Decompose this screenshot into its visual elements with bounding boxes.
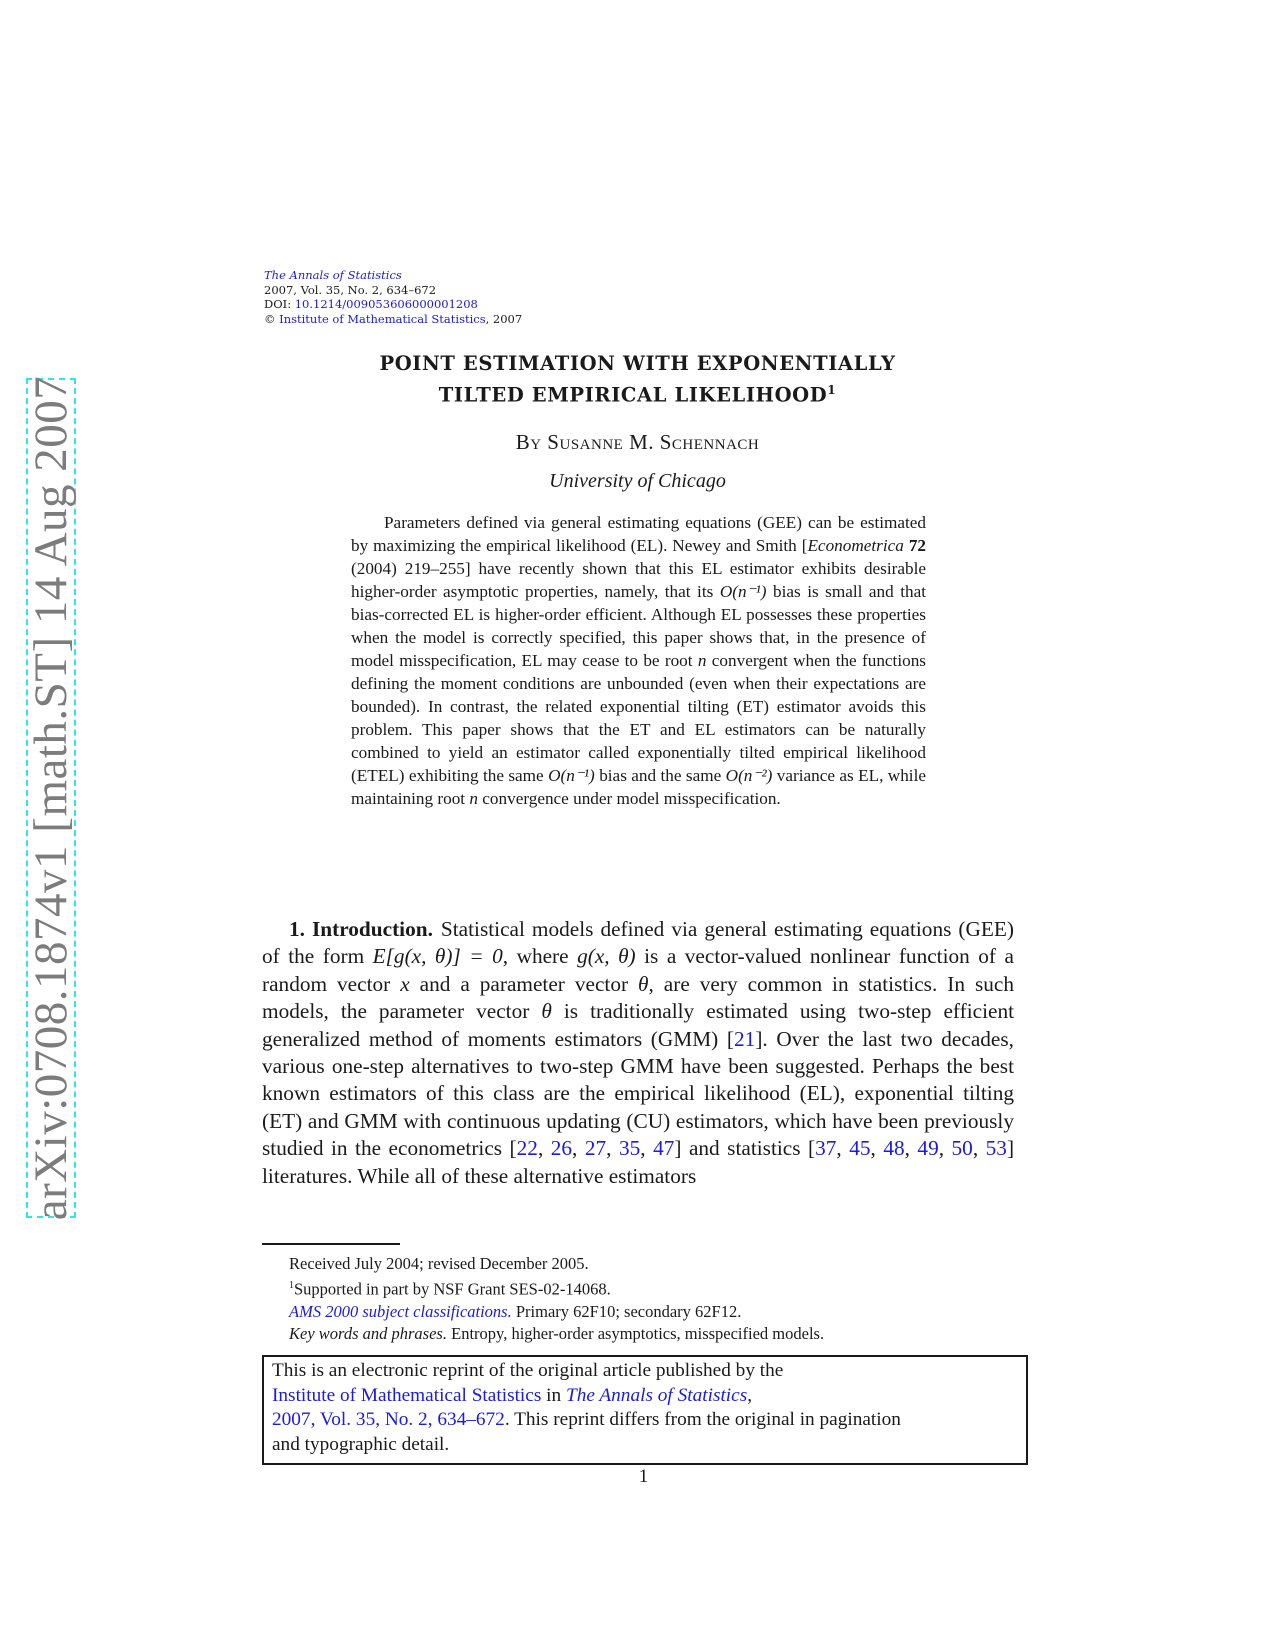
doi-line [264,297,522,312]
cited-volume: 72 [908,536,926,555]
footnote-divider [262,1243,400,1245]
author-affiliation: University of Chicago [549,470,726,492]
journal-issue: 2007, Vol. 35, No. 2, 634–672 [264,282,437,297]
citation-link[interactable]: 48 [883,1136,905,1161]
paper-title [250,350,1025,409]
citation-link[interactable]: 27 [584,1136,607,1161]
citation-link[interactable]: 35 [618,1136,641,1161]
reprint-notice-box: This is an electronic reprint of the original article published by the Institute of Mathematical Statistics in The Annals of Statistics, 2007, Vol. 35, No. 2, 634–672. This reprint differs from the original in pagination and typographic detail. [262,1355,1028,1465]
citation-link-21[interactable]: 21 [734,1026,756,1051]
publisher-link-reprint[interactable]: Institute of Mathematical Statistics [272,1384,542,1406]
citation-link[interactable]: 37 [815,1136,837,1161]
journal-link-reprint[interactable]: The Annals of Statistics [566,1384,748,1406]
section-heading-introduction: 1. Introduction. [289,917,433,941]
keywords: Key words and phrases. Entropy, higher-order asymptotics, misspecified models. [289,1323,825,1343]
citation-link-reprint[interactable]: 2007, Vol. 35, No. 2, 634–672 [272,1409,505,1430]
citation-link[interactable]: 49 [917,1136,939,1161]
title-line-2: TILTED EMPIRICAL LIKELIHOOD$^1$ [438,383,837,407]
footnotes [289,1253,1029,1345]
author-name: By Susanne M. Schennach [515,430,760,454]
title-line-1: POINT ESTIMATION WITH EXPONENTIALLY [379,352,896,375]
citation-link[interactable]: 22 [516,1136,538,1161]
cited-journal: Econometrica [807,536,904,555]
journal-metadata [264,268,522,326]
citation-link[interactable]: 26 [550,1136,573,1161]
copyright-line [264,312,522,327]
title-footnote-mark: 1 [827,383,837,397]
arxiv-identifier-text: arXiv:0708.1874v1 [math.ST] 14 Aug 2007 [25,375,77,1221]
page-number: 1 [638,1466,649,1487]
introduction-paragraph: 1. Introduction. Statistical models defined via general estimating equations (GEE) of the form E[g(x, θ)] = 0, where g(x, θ) is a vector-valued nonlinear function of a random vector x and a parameter vector θ, are very common in statistics. In such models, the parameter vector θ is traditionally estimated using two-step efficient generalized method of moments estimators (GMM) [21]. Over the last two decades, various one-step alternatives to two-step GMM have been suggested. Perhaps the best known estimators of this class are the empirical likelihood (EL), exponential tilting (ET) and GMM with continuous updating (CU) estimators, which have been previously studied in the econometrics [22, 26, 27, 35, 47] and statistics [37, 45, 48, 49, 50, 53] literatures. While all of these alternative estimators [262,917,1015,1188]
abstract: Parameters defined via general estimating equations (GEE) can be estimated by maximizing the empirical likelihood (EL). Newey and Smith [Econometrica 72 (2004) 219–255] have recently shown that this EL estimator exhibits desirable higher-order asymptotic properties, namely, that its O(n⁻¹) bias is small and that bias-corrected EL is higher-order efficient. Although EL possesses these properties when the model is correctly specified, this paper shows that, in the presence of model misspecification, EL may cease to be root n convergent when the functions defining the moment conditions are unbounded (even when their expectations are bounded). In contrast, the related exponential tilting (ET) estimator avoids this problem. This paper shows that the ET and EL estimators can be naturally combined to yield an estimator called exponentially tilted empirical likelihood (ETEL) exhibiting the same O(n⁻¹) bias and the same O(n⁻²) variance as EL, while maintaining root n convergence under model misspecification. [351,513,926,808]
citation-link[interactable]: 50 [951,1136,973,1161]
journal-name-link[interactable]: The Annals of Statistics [264,268,402,282]
ams-classification-link[interactable]: AMS 2000 subject classifications. [289,1301,512,1321]
copyright-icon: © [264,311,276,326]
received-date: Received July 2004; revised December 2005. [289,1254,589,1273]
copyright-year: , 2007 [485,311,523,326]
publisher-link[interactable]: Institute of Mathematical Statistics [279,311,486,326]
doi-label: DOI: [264,297,295,311]
funding-footnote: $^1$Supported in part by NSF Grant SES-02-14068. [289,1279,611,1299]
citation-link[interactable]: 53 [985,1136,1007,1161]
citation-link[interactable]: 47 [653,1136,675,1161]
doi-link[interactable]: 10.1214/009053606000001208 [294,297,478,311]
ams-classification: AMS 2000 subject classifications. Primary 62F10; secondary 62F12. [289,1301,742,1321]
arxiv-identifier-stamp [25,375,77,1221]
citation-link[interactable]: 45 [849,1136,871,1161]
